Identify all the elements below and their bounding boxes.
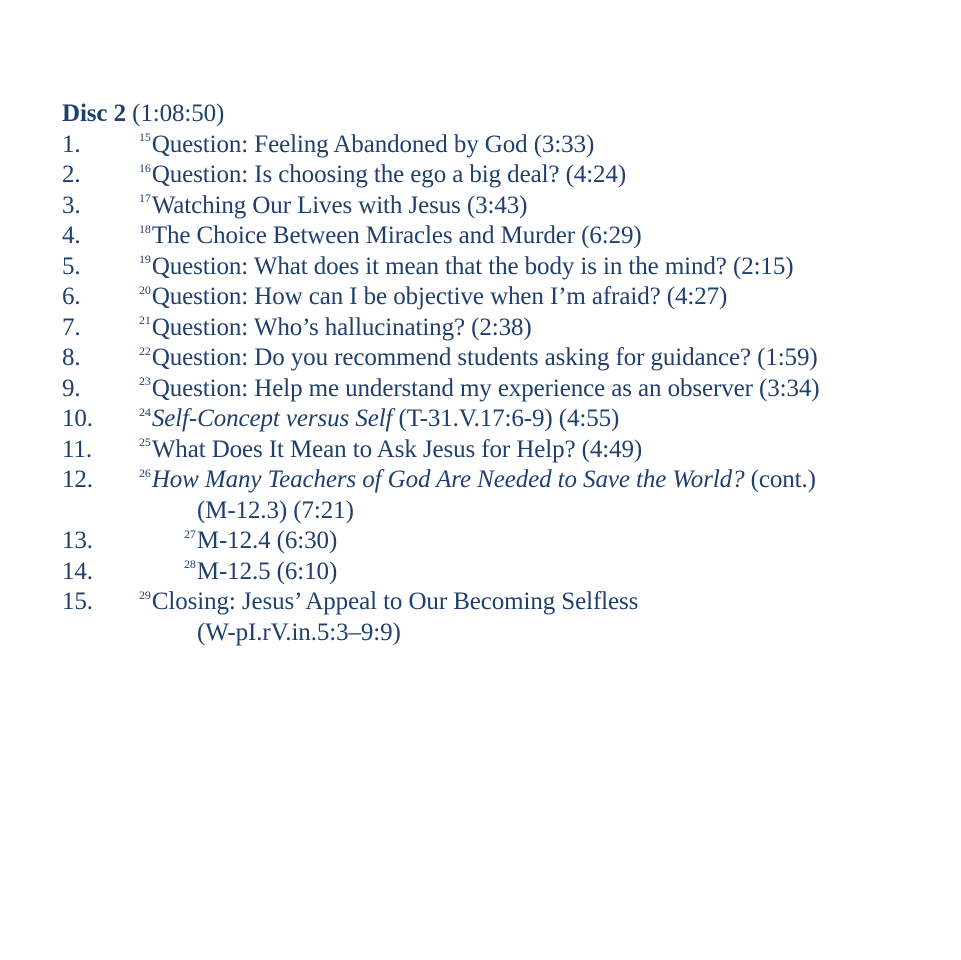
track-duration: (6:29) [574,222,642,249]
track-duration: (4:27) [660,283,728,310]
track-duration: (2:38) [464,313,532,341]
footnote-marker: 28 [184,557,196,572]
track-line [139,313,942,344]
track-duration: (6:10) [270,557,338,585]
track-number: 5. [62,252,81,280]
track-number: 7. [62,313,81,341]
track-title: How Many Teachers of God Are Needed to Save the World? [151,466,745,493]
footnote-marker: 15 [139,130,151,145]
track-line [139,374,942,405]
track-duration: (6:30) [270,527,338,554]
footnote-marker: 20 [139,282,151,297]
track-title: M-12.5 [196,557,271,585]
track-number: 15. [62,588,93,615]
disc-header [62,99,942,130]
track-6 [62,282,942,313]
track-12 [62,465,942,526]
footnote-marker: 24 [139,404,151,419]
track-duration: (3:34) [752,374,820,402]
footnote-marker: 27 [184,526,196,541]
track-number: 1. [62,130,81,158]
track-number: 4. [62,222,81,249]
footnote-marker: 19 [139,252,151,267]
track-number: 11. [62,435,93,463]
track-title: The Choice Between Miracles and Murder [151,222,575,249]
footnote-marker: 23 [139,374,151,389]
track-10 [62,404,942,435]
track-number: 10. [62,405,93,432]
track-1 [62,130,942,161]
track-2 [62,160,942,191]
track-number: 8. [62,344,81,371]
track-13 [62,526,942,557]
track-7 [62,313,942,344]
track-line [139,404,942,435]
track-line [184,526,942,557]
track-title: Question: Is choosing the ego a big deal? [151,161,560,188]
track-continuation: (M-12.3) (7:21) [197,496,354,524]
track-duration: (3:43) [460,191,528,219]
track-title: What Does It Mean to Ask Jesus for Help? [151,435,576,463]
disc-duration: (1:08:50) [132,100,225,127]
track-title: M-12.4 [196,527,271,554]
track-cont-marker: (cont.) [744,466,816,493]
track-title: Question: Who’s hallucinating? [151,313,465,341]
track-title: Watching Our Lives with Jesus [151,191,461,219]
track-title: Question: How can I be objective when I’m afraid? [151,283,661,310]
track-line [139,160,942,191]
track-9 [62,374,942,405]
disc-label: Disc 2 [62,100,126,127]
footnote-marker: 18 [139,221,151,236]
track-number: 14. [62,557,93,585]
footnote-marker: 25 [139,435,151,450]
track-line [139,191,942,222]
track-title: Question: Feeling Abandoned by God [151,130,528,158]
track-duration: (2:15) [726,252,794,280]
footnote-marker: 21 [139,313,151,328]
track-5 [62,252,942,283]
track-3 [62,191,942,222]
track-line [139,221,942,252]
track-8 [62,343,942,374]
footnote-marker: 16 [139,160,151,175]
track-number: 12. [62,466,93,493]
footnote-marker: 26 [139,465,151,480]
track-number: 6. [62,283,81,310]
track-15 [62,587,942,648]
track-title: Self-Concept versus Self [151,405,393,432]
track-duration: (4:49) [575,435,643,463]
footnote-marker: 17 [139,191,151,206]
footnote-marker: 29 [139,587,151,602]
track-duration: (1:59) [750,344,818,371]
track-14 [62,557,942,588]
track-duration: (3:33) [527,130,595,158]
track-4 [62,221,942,252]
track-number: 13. [62,527,93,554]
track-number: 2. [62,161,81,188]
track-line [139,343,942,374]
track-line [139,435,942,466]
track-11 [62,435,942,466]
track-continuation: (W-pI.rV.in.5:3–9:9) [197,618,401,646]
track-line [184,557,942,588]
track-line [139,252,942,283]
track-title: Question: What does it mean that the body is in the mind? [151,252,727,280]
track-title: Question: Help me understand my experience as an observer [151,374,753,402]
track-line [139,130,942,161]
track-list [62,99,942,648]
track-title: Closing: Jesus’ Appeal to Our Becoming Selfless [151,588,639,615]
track-duration: (4:24) [559,161,627,188]
track-line [139,587,942,618]
track-title: Question: Do you recommend students asking for guidance? [151,344,751,371]
track-reference-duration: (T-31.V.17:6-9) (4:55) [392,405,620,432]
track-line [139,465,942,496]
track-line [139,282,942,313]
track-number: 3. [62,191,81,219]
track-number: 9. [62,374,81,402]
footnote-marker: 22 [139,343,151,358]
